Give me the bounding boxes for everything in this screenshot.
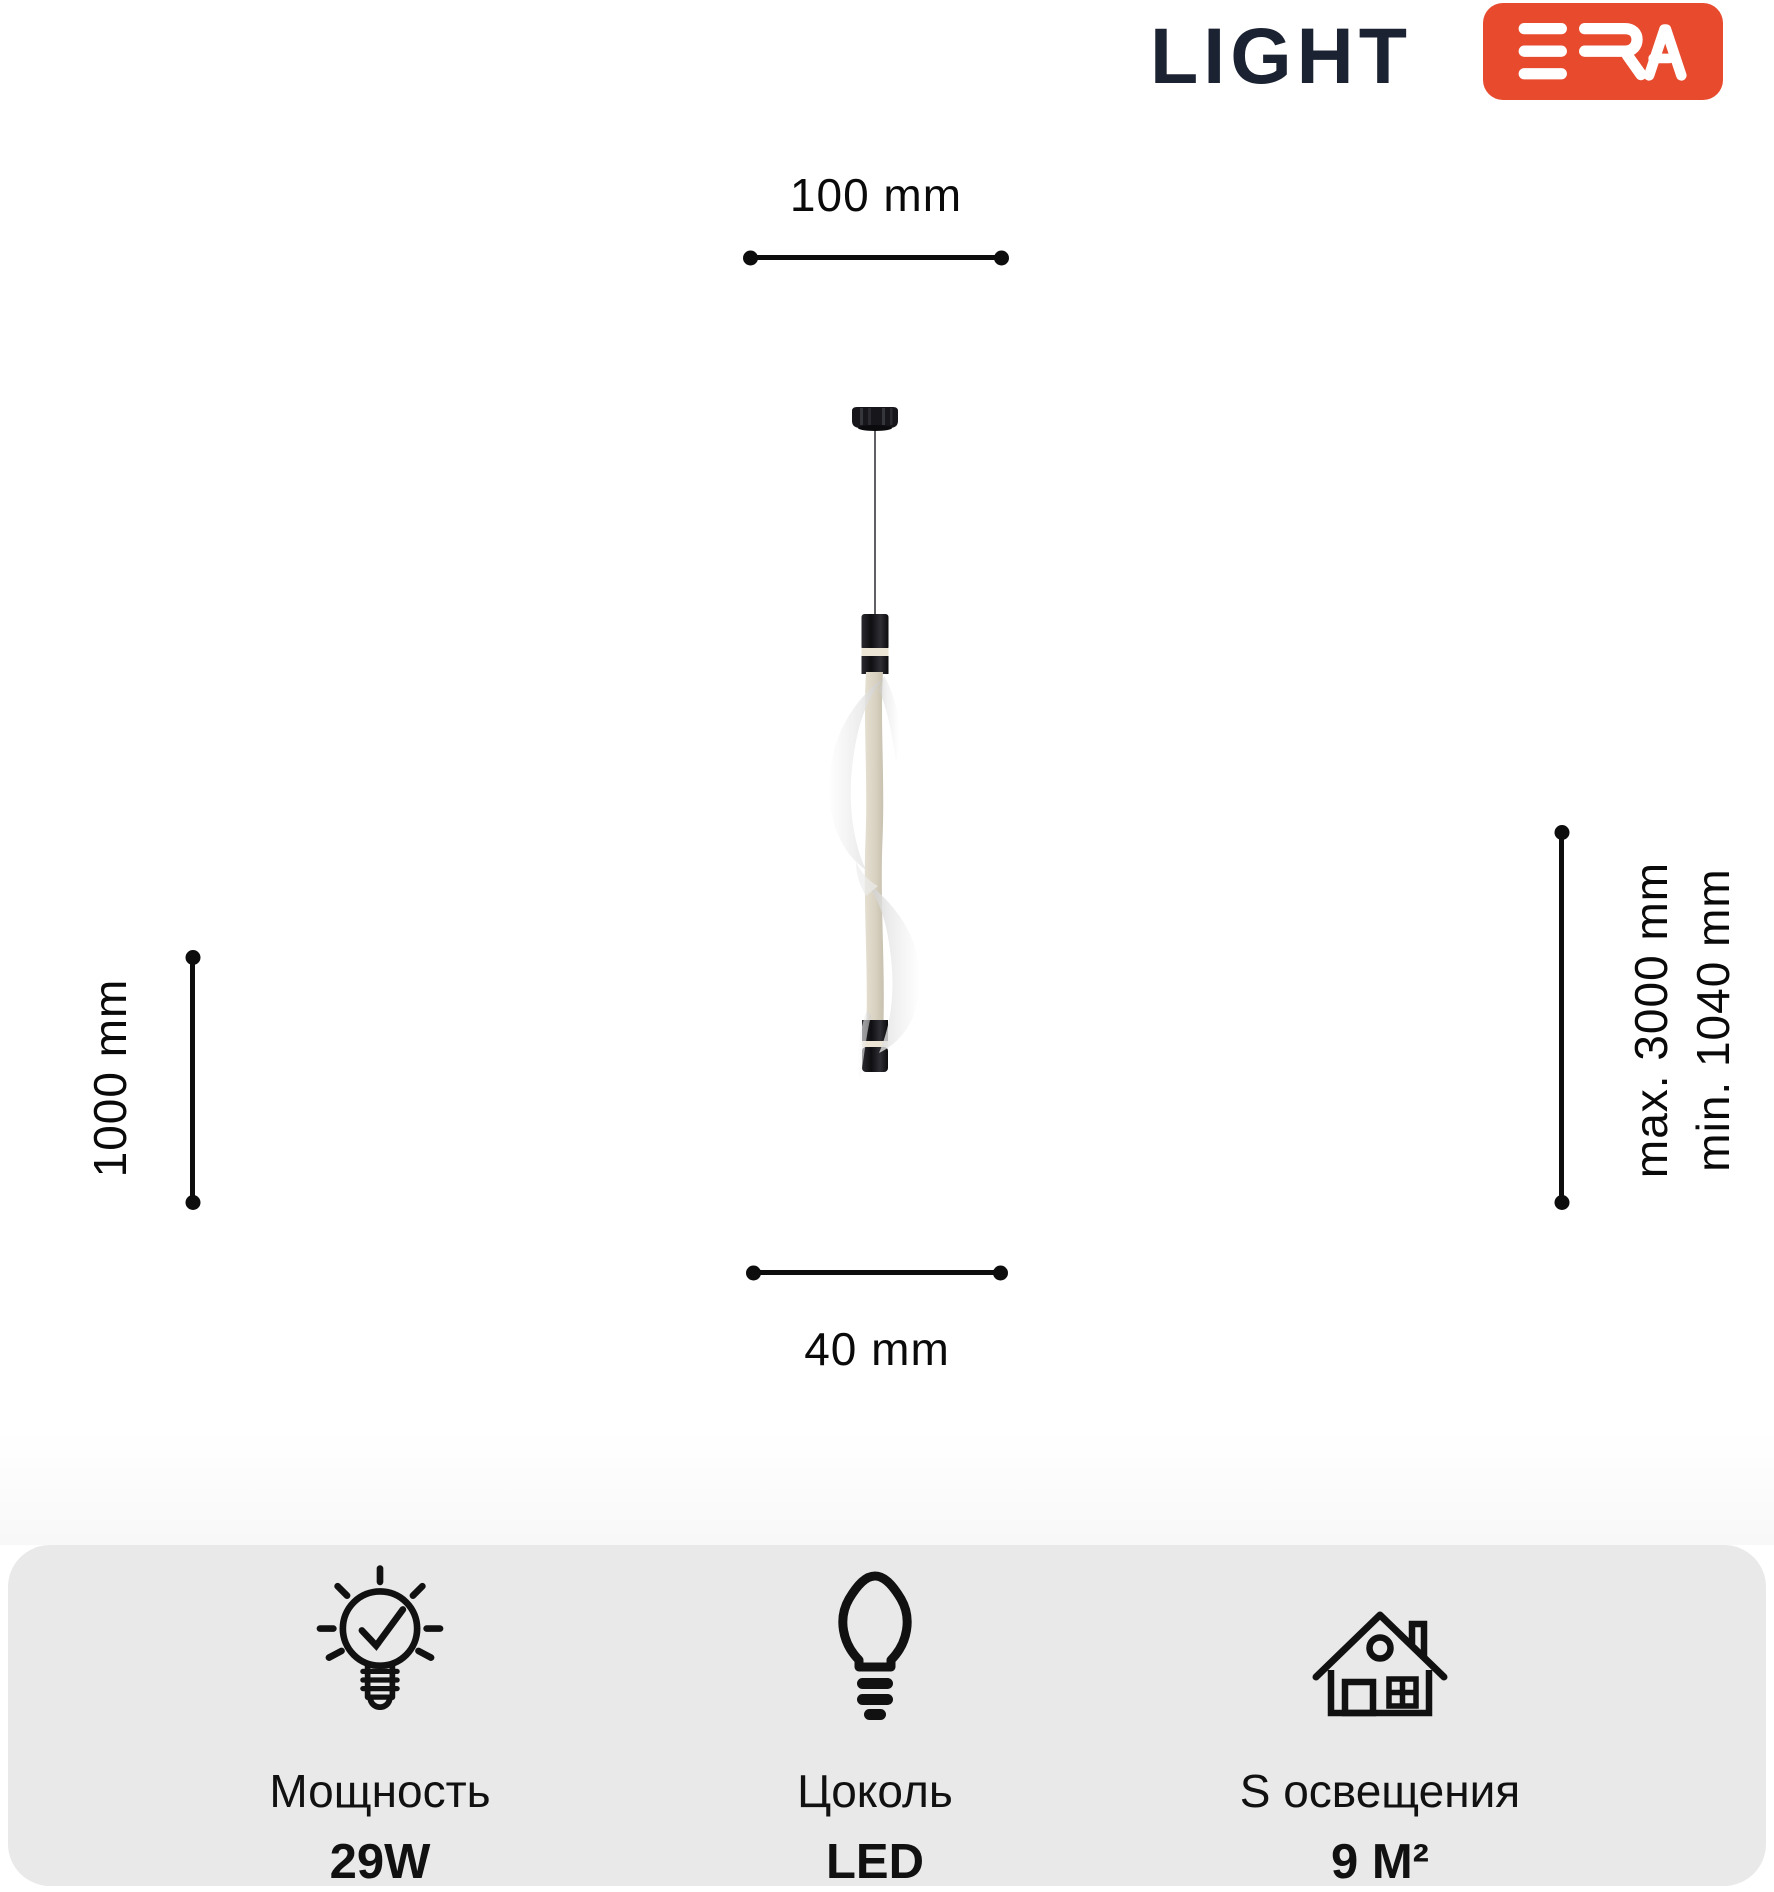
spec-label-power: Мощность xyxy=(269,1765,491,1817)
dimension-label-bottom-width: 40 mm xyxy=(804,1323,950,1375)
era-logo-glyphs xyxy=(1511,23,1697,81)
spec-label-socket: Цоколь xyxy=(797,1765,953,1817)
spec-item-socket xyxy=(625,1555,1125,1890)
brand-wordmark-light: LIGHT xyxy=(1150,11,1412,100)
lamp-top-connector xyxy=(862,614,889,674)
dimension-label-max-height: max. 3000 mm xyxy=(1625,861,1677,1179)
dimension-line-bottom xyxy=(751,1270,1003,1275)
bulb-icon xyxy=(829,1568,921,1720)
bulb-check-icon xyxy=(305,1560,455,1720)
dimension-line-top xyxy=(748,255,1004,260)
dimension-label-top-width: 100 mm xyxy=(789,169,963,221)
backdrop-gradient-band xyxy=(0,1430,1774,1545)
dimension-line-left xyxy=(190,955,195,1205)
lamp-rod xyxy=(865,672,884,1022)
spec-value-socket: LED xyxy=(826,1835,924,1889)
house-icon xyxy=(1309,1586,1451,1720)
spec-item-power xyxy=(130,1555,630,1890)
brand-badge-era xyxy=(1483,3,1723,100)
lamp-illustration xyxy=(810,400,940,1090)
dimension-label-fixture-height: 1000 mm xyxy=(84,978,136,1178)
spec-item-area xyxy=(1130,1555,1630,1890)
spec-value-area: 9 М² xyxy=(1331,1835,1429,1889)
lamp-ceiling-canopy xyxy=(852,407,898,431)
spec-label-area: S освещения xyxy=(1239,1765,1521,1817)
dimension-line-right xyxy=(1559,830,1564,1205)
specs-panel xyxy=(8,1545,1766,1889)
dimension-label-suspension-height xyxy=(1620,810,1744,1230)
spec-value-power: 29W xyxy=(329,1835,431,1889)
dimension-label-min-height: min. 1040 mm xyxy=(1687,868,1739,1172)
